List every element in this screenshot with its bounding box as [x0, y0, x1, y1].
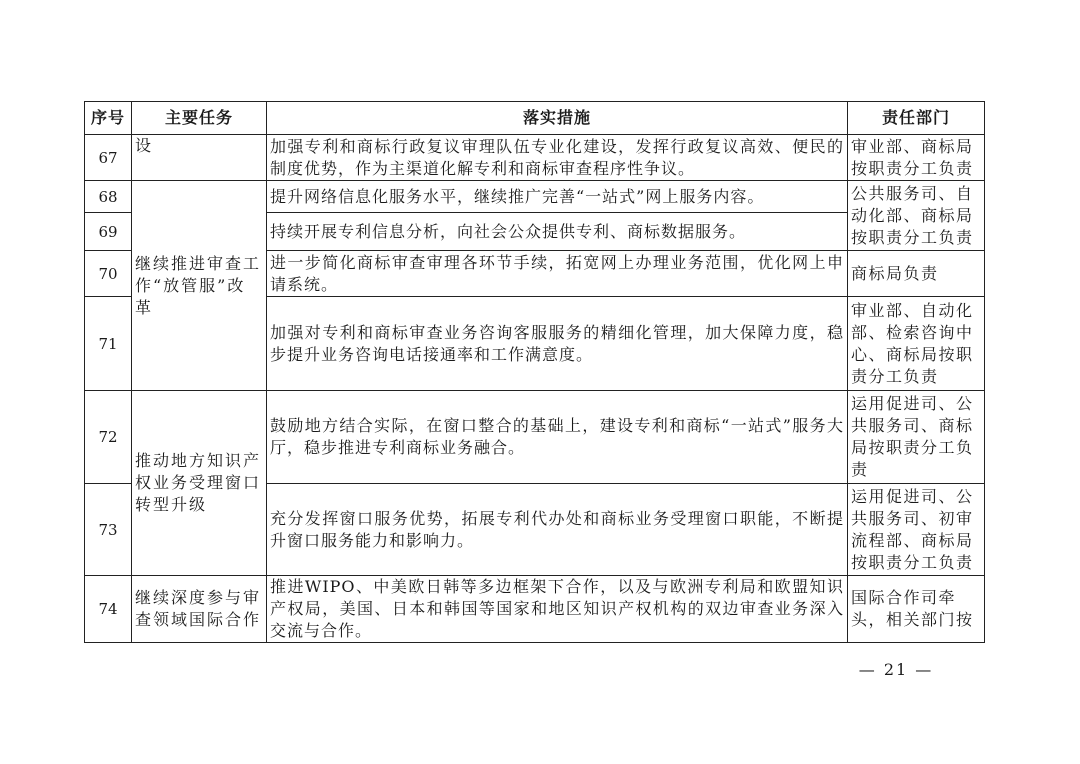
- table-row: [85, 135, 985, 181]
- row-dept: 国际合作司牵头，相关部门按: [848, 576, 985, 643]
- row-measure: 鼓励地方结合实际，在窗口整合的基础上，建设专利和商标“一站式”服务大厅，稳步推进专利商标业务融合。: [267, 391, 848, 484]
- tasks-table: [84, 101, 985, 643]
- row-measure: 加强对专利和商标审查业务咨询客服服务的精细化管理，加大保障力度，稳步提升业务咨询电话接通率和工作满意度。: [267, 297, 848, 391]
- table-header-row: [85, 102, 985, 135]
- row-measure: 持续开展专利信息分析，向社会公众提供专利、商标数据服务。: [267, 213, 848, 251]
- header-measure: 落实措施: [267, 102, 848, 135]
- row-seq: 74: [85, 576, 132, 643]
- table-row: [85, 181, 985, 213]
- table-row: [85, 391, 985, 484]
- row-measure: 提升网络信息化服务水平，继续推广完善“一站式”网上服务内容。: [267, 181, 848, 213]
- row-seq: 72: [85, 391, 132, 484]
- row-seq: 70: [85, 251, 132, 297]
- row-seq: 73: [85, 484, 132, 576]
- row-seq: 71: [85, 297, 132, 391]
- row-dept: 公共服务司、自动化部、商标局按职责分工负责: [848, 181, 985, 251]
- row-seq: 67: [85, 135, 132, 181]
- row-seq: 68: [85, 181, 132, 213]
- row-dept: 审业部、商标局按职责分工负责: [848, 135, 985, 181]
- row-dept: 审业部、自动化部、检索咨询中心、商标局按职责分工负责: [848, 297, 985, 391]
- row-measure: 加强专利和商标行政复议审理队伍专业化建设，发挥行政复议高效、便民的制度优势，作为主渠道化解专利和商标审查程序性争议。: [267, 135, 848, 181]
- row-seq: 69: [85, 213, 132, 251]
- page-number: — 21 —: [858, 660, 934, 679]
- row-dept: 运用促进司、公共服务司、商标局按职责分工负责: [848, 391, 985, 484]
- row-task: 继续推进审查工作“放管服”改革: [132, 181, 267, 391]
- table-row: [85, 576, 985, 643]
- header-dept: 责任部门: [848, 102, 985, 135]
- row-task: 设: [132, 135, 267, 181]
- row-dept: 商标局负责: [848, 251, 985, 297]
- row-task: 继续深度参与审查领域国际合作: [132, 576, 267, 643]
- row-measure: 推进WIPO、中美欧日韩等多边框架下合作，以及与欧洲专利局和欧盟知识产权局，美国、日本和韩国等国家和地区知识产权机构的双边审查业务深入交流与合作。: [267, 576, 848, 643]
- row-measure: 进一步简化商标审查审理各环节手续，拓宽网上办理业务范围，优化网上申请系统。: [267, 251, 848, 297]
- row-measure: 充分发挥窗口服务优势，拓展专利代办处和商标业务受理窗口职能，不断提升窗口服务能力和影响力。: [267, 484, 848, 576]
- header-seq: 序号: [85, 102, 132, 135]
- row-task: 推动地方知识产权业务受理窗口转型升级: [132, 391, 267, 576]
- row-dept: 运用促进司、公共服务司、初审流程部、商标局按职责分工负责: [848, 484, 985, 576]
- header-task: 主要任务: [132, 102, 267, 135]
